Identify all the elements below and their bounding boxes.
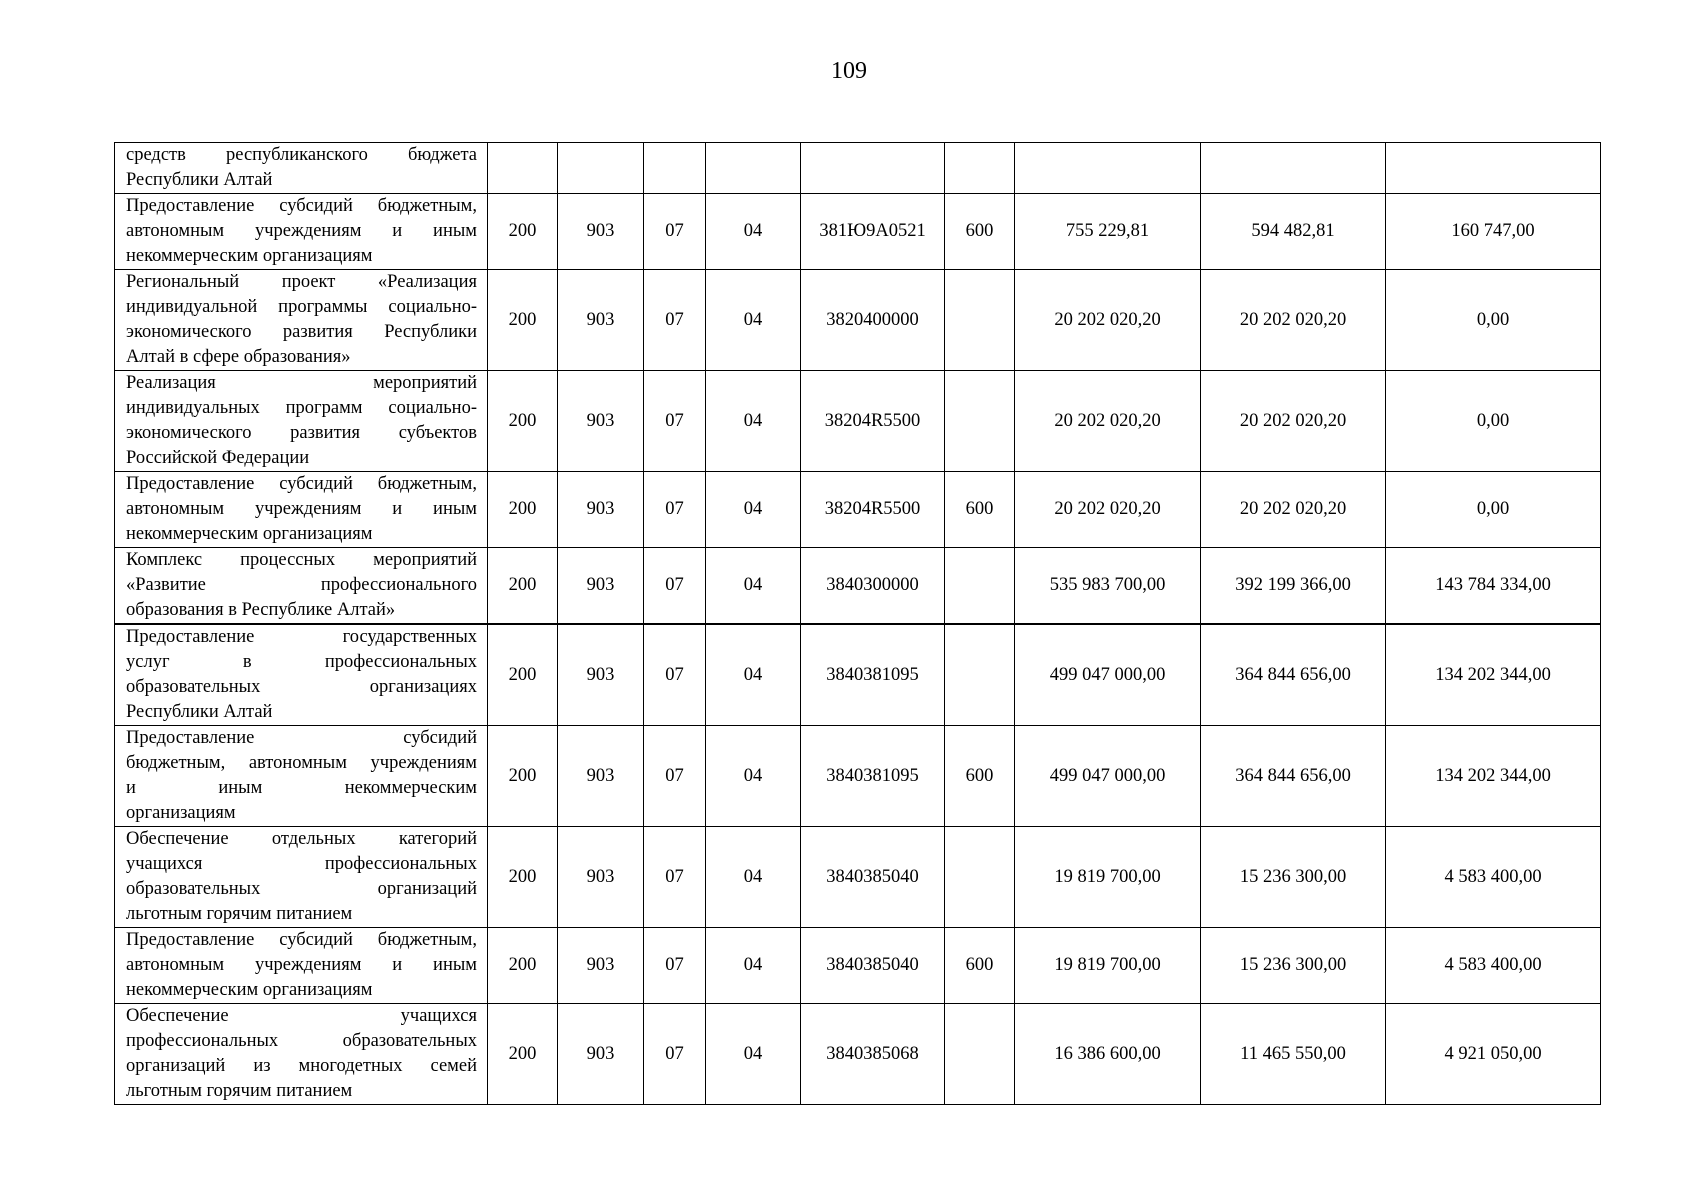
row-name-line: некоммерческим организациям	[126, 246, 373, 266]
table-row	[115, 548, 1601, 625]
amount-total: 19 819 700,00	[1015, 928, 1201, 1004]
amount-federal: 594 482,81	[1201, 194, 1386, 270]
row-name	[115, 194, 488, 270]
table-row	[115, 472, 1601, 548]
code-subsection: 04	[706, 624, 801, 726]
code-ministry: 903	[558, 371, 644, 472]
code-target-article: 38204R5500	[801, 472, 945, 548]
code-section: 07	[644, 194, 706, 270]
code-ministry: 903	[558, 726, 644, 827]
amount-total: 535 983 700,00	[1015, 548, 1201, 625]
amount-republican: 4 583 400,00	[1386, 827, 1601, 928]
amount-federal: 15 236 300,00	[1201, 827, 1386, 928]
code-section: 07	[644, 270, 706, 371]
code-target-article: 3840385068	[801, 1004, 945, 1105]
row-name-line: образования в Республике Алтай»	[126, 600, 396, 620]
row-name	[115, 726, 488, 827]
amount-federal	[1201, 143, 1386, 194]
row-name-line: Предоставление государственных	[126, 627, 477, 647]
table-row	[115, 270, 1601, 371]
amount-total: 20 202 020,20	[1015, 270, 1201, 371]
code-subsection: 04	[706, 548, 801, 625]
page-number: 109	[831, 58, 867, 84]
amount-total: 499 047 000,00	[1015, 726, 1201, 827]
row-name-line: Российской Федерации	[126, 448, 310, 468]
amount-republican: 4 583 400,00	[1386, 928, 1601, 1004]
amount-federal: 15 236 300,00	[1201, 928, 1386, 1004]
row-name-line: автономным учреждениям и иным	[126, 955, 477, 975]
table-row	[115, 194, 1601, 270]
code-gp: 200	[488, 270, 558, 371]
code-subsection: 04	[706, 1004, 801, 1105]
amount-republican: 0,00	[1386, 371, 1601, 472]
row-name-line: Региональный проект «Реализация	[126, 272, 477, 292]
row-name-line: экономического развития субъектов	[126, 423, 477, 443]
row-name-line: Предоставление субсидий бюджетным,	[126, 930, 477, 950]
row-name-line: организаций из многодетных семей	[126, 1056, 477, 1076]
amount-total: 499 047 000,00	[1015, 624, 1201, 726]
amount-republican: 134 202 344,00	[1386, 726, 1601, 827]
code-section	[644, 143, 706, 194]
row-name-line: образовательных организаций	[126, 879, 477, 899]
row-name-line: бюджетным, автономным учреждениям	[126, 753, 477, 773]
code-expense-type: 600	[945, 472, 1015, 548]
amount-federal: 392 199 366,00	[1201, 548, 1386, 625]
table-row	[115, 928, 1601, 1004]
table-row	[115, 1004, 1601, 1105]
code-expense-type	[945, 548, 1015, 625]
code-gp: 200	[488, 1004, 558, 1105]
row-name-line: Алтай в сфере образования»	[126, 347, 351, 367]
code-ministry: 903	[558, 624, 644, 726]
code-subsection: 04	[706, 472, 801, 548]
row-name-line: и иным некоммерческим	[126, 778, 477, 798]
code-expense-type: 600	[945, 726, 1015, 827]
code-subsection: 04	[706, 928, 801, 1004]
row-name-line: некоммерческим организациям	[126, 980, 373, 1000]
amount-republican: 0,00	[1386, 270, 1601, 371]
amount-republican: 0,00	[1386, 472, 1601, 548]
row-name-line: Республики Алтай	[126, 702, 273, 722]
row-name-line: образовательных организациях	[126, 677, 477, 697]
code-subsection	[706, 143, 801, 194]
code-ministry: 903	[558, 928, 644, 1004]
row-name	[115, 270, 488, 371]
row-name-line: Предоставление субсидий	[126, 728, 477, 748]
code-section: 07	[644, 726, 706, 827]
code-subsection: 04	[706, 726, 801, 827]
code-section: 07	[644, 548, 706, 625]
budget-table	[114, 142, 1601, 1105]
table-row	[115, 726, 1601, 827]
code-ministry: 903	[558, 270, 644, 371]
row-name-line: Обеспечение отдельных категорий	[126, 829, 477, 849]
row-name	[115, 143, 488, 194]
code-ministry: 903	[558, 827, 644, 928]
code-expense-type	[945, 827, 1015, 928]
code-expense-type	[945, 1004, 1015, 1105]
code-section: 07	[644, 827, 706, 928]
code-target-article: 38204R5500	[801, 371, 945, 472]
row-name-line: Реализация мероприятий	[126, 373, 477, 393]
code-target-article: 3840385040	[801, 827, 945, 928]
table-row	[115, 143, 1601, 194]
row-name	[115, 624, 488, 726]
row-name-line: индивидуальной программы социально-	[126, 297, 477, 317]
code-subsection: 04	[706, 194, 801, 270]
code-target-article: 3840300000	[801, 548, 945, 625]
code-expense-type: 600	[945, 194, 1015, 270]
code-expense-type	[945, 371, 1015, 472]
row-name-line: льготным горячим питанием	[126, 1081, 353, 1101]
code-gp: 200	[488, 624, 558, 726]
amount-total: 20 202 020,20	[1015, 371, 1201, 472]
code-gp: 200	[488, 371, 558, 472]
row-name-line: Предоставление субсидий бюджетным,	[126, 196, 477, 216]
table-row	[115, 371, 1601, 472]
row-name-line: Комплекс процессных мероприятий	[126, 550, 477, 570]
row-name-line: Обеспечение учащихся	[126, 1006, 477, 1026]
code-subsection: 04	[706, 270, 801, 371]
code-section: 07	[644, 928, 706, 1004]
code-expense-type	[945, 270, 1015, 371]
code-ministry: 903	[558, 472, 644, 548]
row-name	[115, 827, 488, 928]
row-name-line: средств республиканского бюджета	[126, 145, 477, 165]
code-gp: 200	[488, 194, 558, 270]
code-target-article: 3840385040	[801, 928, 945, 1004]
row-name-line: «Развитие профессионального	[126, 575, 477, 595]
amount-total: 16 386 600,00	[1015, 1004, 1201, 1105]
code-subsection: 04	[706, 827, 801, 928]
row-name	[115, 928, 488, 1004]
code-ministry	[558, 143, 644, 194]
amount-federal: 11 465 550,00	[1201, 1004, 1386, 1105]
amount-total	[1015, 143, 1201, 194]
code-section: 07	[644, 624, 706, 726]
row-name-line: автономным учреждениям и иным	[126, 499, 477, 519]
amount-federal: 364 844 656,00	[1201, 726, 1386, 827]
row-name-line: учащихся профессиональных	[126, 854, 477, 874]
code-expense-type	[945, 624, 1015, 726]
row-name	[115, 1004, 488, 1105]
code-gp	[488, 143, 558, 194]
amount-federal: 20 202 020,20	[1201, 472, 1386, 548]
code-expense-type: 600	[945, 928, 1015, 1004]
row-name-line: услуг в профессиональных	[126, 652, 477, 672]
row-name-line: организациям	[126, 803, 236, 823]
amount-federal: 364 844 656,00	[1201, 624, 1386, 726]
code-target-article: 3820400000	[801, 270, 945, 371]
code-target-article: 3840381095	[801, 726, 945, 827]
amount-total: 755 229,81	[1015, 194, 1201, 270]
row-name	[115, 548, 488, 625]
code-subsection: 04	[706, 371, 801, 472]
row-name-line: льготным горячим питанием	[126, 904, 353, 924]
row-name	[115, 472, 488, 548]
code-section: 07	[644, 371, 706, 472]
row-name-line: индивидуальных программ социально-	[126, 398, 477, 418]
code-section: 07	[644, 472, 706, 548]
row-name-line: Предоставление субсидий бюджетным,	[126, 474, 477, 494]
amount-republican: 4 921 050,00	[1386, 1004, 1601, 1105]
amount-republican: 134 202 344,00	[1386, 624, 1601, 726]
row-name-line: профессиональных образовательных	[126, 1031, 477, 1051]
code-gp: 200	[488, 928, 558, 1004]
code-ministry: 903	[558, 548, 644, 625]
amount-federal: 20 202 020,20	[1201, 270, 1386, 371]
amount-republican	[1386, 143, 1601, 194]
code-ministry: 903	[558, 1004, 644, 1105]
row-name-line: автономным учреждениям и иным	[126, 221, 477, 241]
code-gp: 200	[488, 548, 558, 625]
code-target-article	[801, 143, 945, 194]
code-gp: 200	[488, 827, 558, 928]
amount-republican: 160 747,00	[1386, 194, 1601, 270]
amount-total: 20 202 020,20	[1015, 472, 1201, 548]
code-gp: 200	[488, 472, 558, 548]
code-section: 07	[644, 1004, 706, 1105]
table-row	[115, 827, 1601, 928]
row-name-line: Республики Алтай	[126, 170, 273, 190]
row-name-line: экономического развития Республики	[126, 322, 477, 342]
code-expense-type	[945, 143, 1015, 194]
table-row	[115, 624, 1601, 726]
amount-total: 19 819 700,00	[1015, 827, 1201, 928]
row-name-line: некоммерческим организациям	[126, 524, 373, 544]
code-target-article: 381Ю9А0521	[801, 194, 945, 270]
amount-republican: 143 784 334,00	[1386, 548, 1601, 625]
row-name	[115, 371, 488, 472]
code-gp: 200	[488, 726, 558, 827]
code-target-article: 3840381095	[801, 624, 945, 726]
amount-federal: 20 202 020,20	[1201, 371, 1386, 472]
code-ministry: 903	[558, 194, 644, 270]
